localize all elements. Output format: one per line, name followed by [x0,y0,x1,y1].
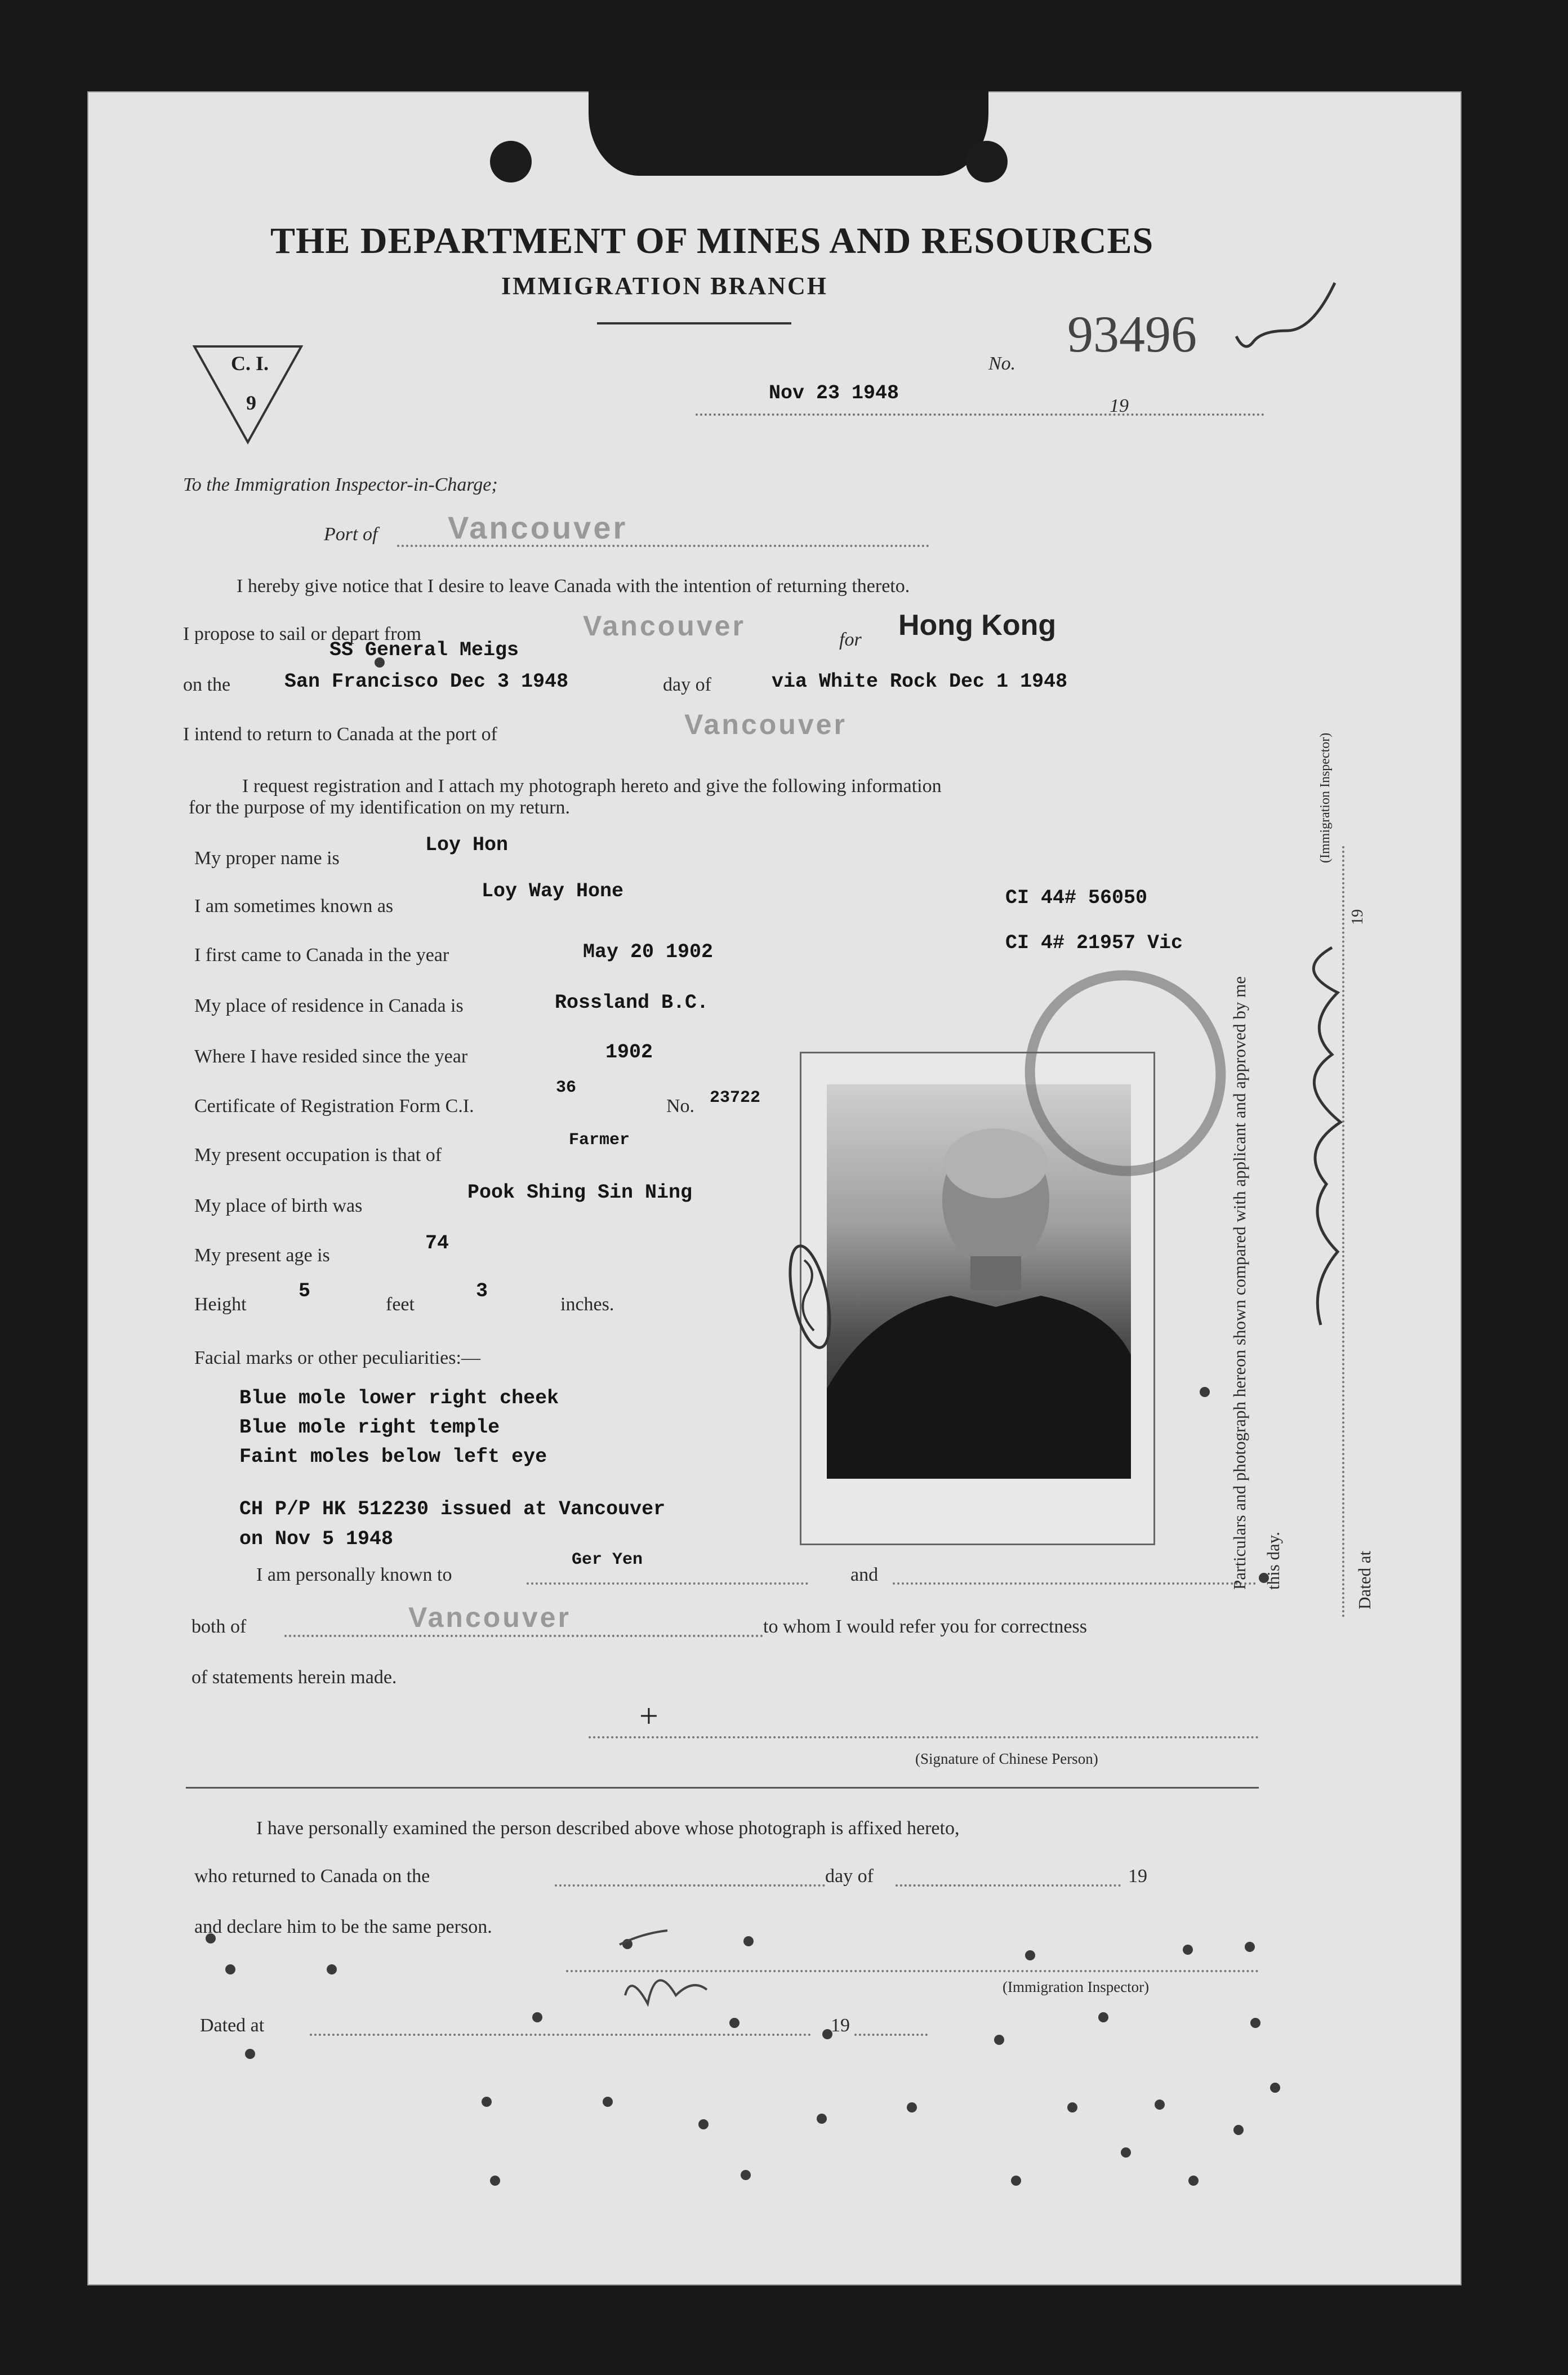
facial-marks-label: Facial marks or other peculiarities:— [194,1347,480,1368]
destination: Hong Kong [898,609,1057,642]
speck [1183,1945,1193,1955]
dated-at-label: Dated at [200,2015,265,2036]
check-mark [1233,277,1340,362]
examination-day: day of [825,1866,874,1887]
dated-year-line [854,2034,928,2036]
inspector-caption: (Immigration Inspector) [1003,1978,1150,1995]
speck [1233,2125,1244,2135]
inches-label: inches. [560,1294,614,1315]
dated-year-label: 19 [831,2015,850,2036]
certificate-form: 36 [556,1078,577,1097]
facial-mark-1: Blue mole lower right cheek [239,1387,559,1409]
speck [1155,2100,1165,2110]
height-inches: 3 [476,1280,488,1302]
certificate-label: Certificate of Registration Form C.I. [194,1096,474,1117]
speck [1011,2176,1021,2186]
return-label: I intend to return to Canada at the port of [183,724,497,745]
since-label: Where I have resided since the year [194,1046,468,1067]
certificate-no-label: No. [666,1096,695,1117]
punch-hole-right [966,141,1008,183]
both-of-label: both of [191,1616,247,1637]
speck [817,2114,827,2124]
day-line [896,1884,1121,1887]
examination-returned: who returned to Canada on the [194,1866,430,1887]
and-label: and [850,1564,879,1585]
height-label: Height [194,1294,247,1315]
record-date: Nov 23 1948 [769,382,899,404]
name-label: My proper name is [194,848,340,869]
signature-line [589,1736,1259,1738]
speck [1270,2083,1280,2093]
punch-hole-left [490,141,532,183]
speck [1245,1942,1255,1952]
alias-label: I am sometimes known as [194,896,394,917]
ci-reference-1: CI 44# 56050 [1005,887,1148,909]
and-line [893,1582,1256,1585]
speck [1067,2102,1077,2112]
examination-year: 19 [1128,1866,1147,1887]
speck [1025,1950,1035,1960]
immigration-form [87,91,1462,2285]
speck [1188,2176,1199,2186]
passport-line-1: CH P/P HK 512230 issued at Vancouver [239,1498,666,1520]
speck [1098,2012,1108,2022]
date-line [696,413,1264,416]
speck [994,2035,1004,2045]
photo-signature [779,1238,841,1359]
signature-mark: + [639,1697,658,1734]
resided-since: 1902 [605,1041,653,1064]
present-age: 74 [425,1232,449,1255]
request-line-2: for the purpose of my identification on my return. [189,797,570,818]
on-the-label: on the [183,674,231,695]
form-number: 9 [246,392,256,414]
signature-caption: (Signature of Chinese Person) [915,1750,1098,1767]
proper-name: Loy Hon [425,834,509,856]
speck [603,2097,613,2107]
approval-line-1: Particulars and photograph hereon shown compared with applicant and approved by me [1230,976,1249,1590]
known-line [527,1582,808,1585]
form-code: C. I. [231,352,269,375]
both-line [284,1635,763,1637]
known-to: Ger Yen [572,1550,643,1569]
returned-line [555,1884,825,1887]
header-rule [597,322,791,324]
speck [1250,2018,1260,2028]
branch-title: IMMIGRATION BRANCH [501,272,828,300]
facial-mark-2: Blue mole right temple [239,1416,500,1439]
return-stamp: Vancouver [684,709,847,740]
side-inspector-label: (Immigration Inspector) [1318,732,1333,863]
speck [1200,1387,1210,1397]
first-came: May 20 1902 [583,941,714,963]
speck [245,2049,255,2059]
birth-label: My place of birth was [194,1195,363,1216]
record-number-label: No. [988,353,1016,374]
port-label: Port of [324,524,378,545]
height-feet: 5 [299,1280,311,1302]
examination-line-3: and declare him to be the same person. [194,1916,492,1937]
approval-line-2: this day. [1263,1531,1283,1590]
speck [482,2097,492,2107]
via-info: via White Rock Dec 1 1948 [772,670,1068,693]
speck [741,2170,751,2180]
alias-name: Loy Way Hone [482,880,624,902]
came-label: I first came to Canada in the year [194,945,449,966]
depart-stamp: Vancouver [583,610,746,642]
day-of-label: day of [663,674,711,695]
port-stamp: Vancouver [448,510,628,545]
facial-mark-3: Faint moles below left eye [239,1446,547,1468]
passport-line-2: on Nov 5 1948 [239,1528,394,1550]
age-label: My present age is [194,1245,330,1266]
known-to-label: I am personally known to [256,1564,452,1585]
dated-at-line [310,2034,811,2036]
residence-label: My place of residence in Canada is [194,995,464,1016]
record-number: 93496 [1067,305,1197,363]
notice-intro: I hereby give notice that I desire to leave Canada with the intention of returning thereto. [237,576,910,597]
for-label: for [839,629,862,650]
side-dated-label: Dated at [1355,1550,1374,1609]
department-title: THE DEPARTMENT OF MINES AND RESOURCES [270,220,1154,261]
both-stamp: Vancouver [408,1602,571,1633]
addressee: To the Immigration Inspector-in-Charge; [183,474,498,495]
request-line-1: I request registration and I attach my photograph hereto and give the following information [242,776,942,797]
feet-label: feet [386,1294,415,1315]
ci-reference-2: CI 4# 21957 Vic [1005,932,1183,954]
speck [327,1964,337,1974]
speck [1121,2147,1131,2158]
statements-label: of statements herein made. [191,1667,397,1688]
side-inspector-signature [1270,936,1360,1331]
speck [225,1964,235,1974]
propose-label: I propose to sail or depart from [183,624,421,644]
sail-info: San Francisco Dec 3 1948 [284,670,569,693]
speck [907,2102,917,2112]
occupation: Farmer [569,1131,630,1150]
side-year-label: 19 [1349,909,1366,925]
form-tab [589,91,988,176]
occupation-label: My present occupation is that of [194,1145,442,1166]
birth-place: Pook Shing Sin Ning [467,1181,693,1204]
speck [698,2119,709,2129]
refer-label: to whom I would refer you for correctness [763,1616,1087,1637]
date-year-label: 19 [1110,395,1129,416]
residence: Rossland B.C. [555,991,709,1014]
certificate-number: 23722 [710,1088,761,1108]
section-rule [186,1787,1259,1789]
ship-name: SS General Meigs [329,639,519,661]
speck [532,2012,542,2022]
inspector-signature [614,1911,749,2029]
speck [490,2176,500,2186]
examination-line-1: I have personally examined the person described above whose photograph is affixed hereto, [256,1818,960,1839]
